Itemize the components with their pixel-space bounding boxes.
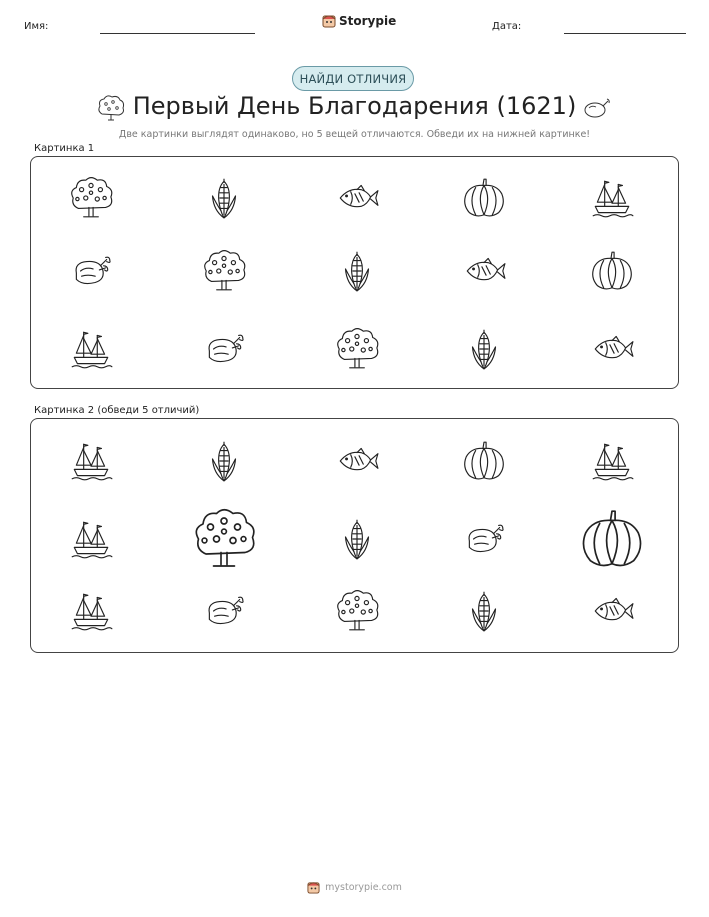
tree-icon xyxy=(334,588,380,634)
pumpkin-icon xyxy=(461,175,507,221)
corn-icon xyxy=(461,588,507,634)
turkey-icon xyxy=(461,516,507,562)
turkey-icon xyxy=(68,248,114,294)
fish-icon xyxy=(334,175,380,221)
pumpkin-icon xyxy=(461,438,507,484)
name-label: Имя: xyxy=(24,21,49,32)
corn-icon xyxy=(461,326,507,372)
find-differences-badge: НАЙДИ ОТЛИЧИЯ xyxy=(292,66,414,91)
picture-1-panel xyxy=(30,156,679,389)
instructions: Две картинки выглядят одинаково, но 5 вещей отличаются. Обведи их на нижней картинке! xyxy=(118,129,591,140)
tree-icon xyxy=(201,248,247,294)
panel-2-label: Картинка 2 (обведи 5 отличий) xyxy=(34,405,200,416)
tree-icon xyxy=(68,175,114,221)
pumpkin-icon xyxy=(589,248,635,294)
turkey-icon xyxy=(201,326,247,372)
pumpkin-icon xyxy=(578,505,646,573)
corn-icon xyxy=(334,248,380,294)
name-line[interactable] xyxy=(100,33,255,34)
footer xyxy=(0,880,709,894)
ship-icon xyxy=(589,175,635,221)
ship-icon xyxy=(68,326,114,372)
page-title: Первый День Благодарения (1621) xyxy=(132,92,577,120)
tree-icon xyxy=(191,506,257,572)
turkey-icon xyxy=(201,588,247,634)
brand-logo xyxy=(322,13,396,28)
corn-icon xyxy=(201,175,247,221)
ship-icon xyxy=(68,588,114,634)
tree-icon xyxy=(334,326,380,372)
fish-icon xyxy=(589,588,635,634)
date-line[interactable] xyxy=(564,33,686,34)
panel-1-label: Картинка 1 xyxy=(34,143,95,154)
fish-icon xyxy=(334,438,380,484)
ship-icon xyxy=(589,438,635,484)
fish-icon xyxy=(589,326,635,372)
picture-2-panel[interactable] xyxy=(30,418,679,653)
turkey-icon xyxy=(582,94,612,122)
ship-icon xyxy=(68,516,114,562)
storypie-icon xyxy=(322,13,336,28)
corn-icon xyxy=(334,516,380,562)
storypie-icon xyxy=(307,880,320,894)
ship-icon xyxy=(68,438,114,484)
footer-url[interactable]: mystorypie.com xyxy=(325,881,402,893)
corn-icon xyxy=(201,438,247,484)
fish-icon xyxy=(461,248,507,294)
date-label: Дата: xyxy=(492,21,522,32)
brand-name: Storypie xyxy=(339,13,397,28)
